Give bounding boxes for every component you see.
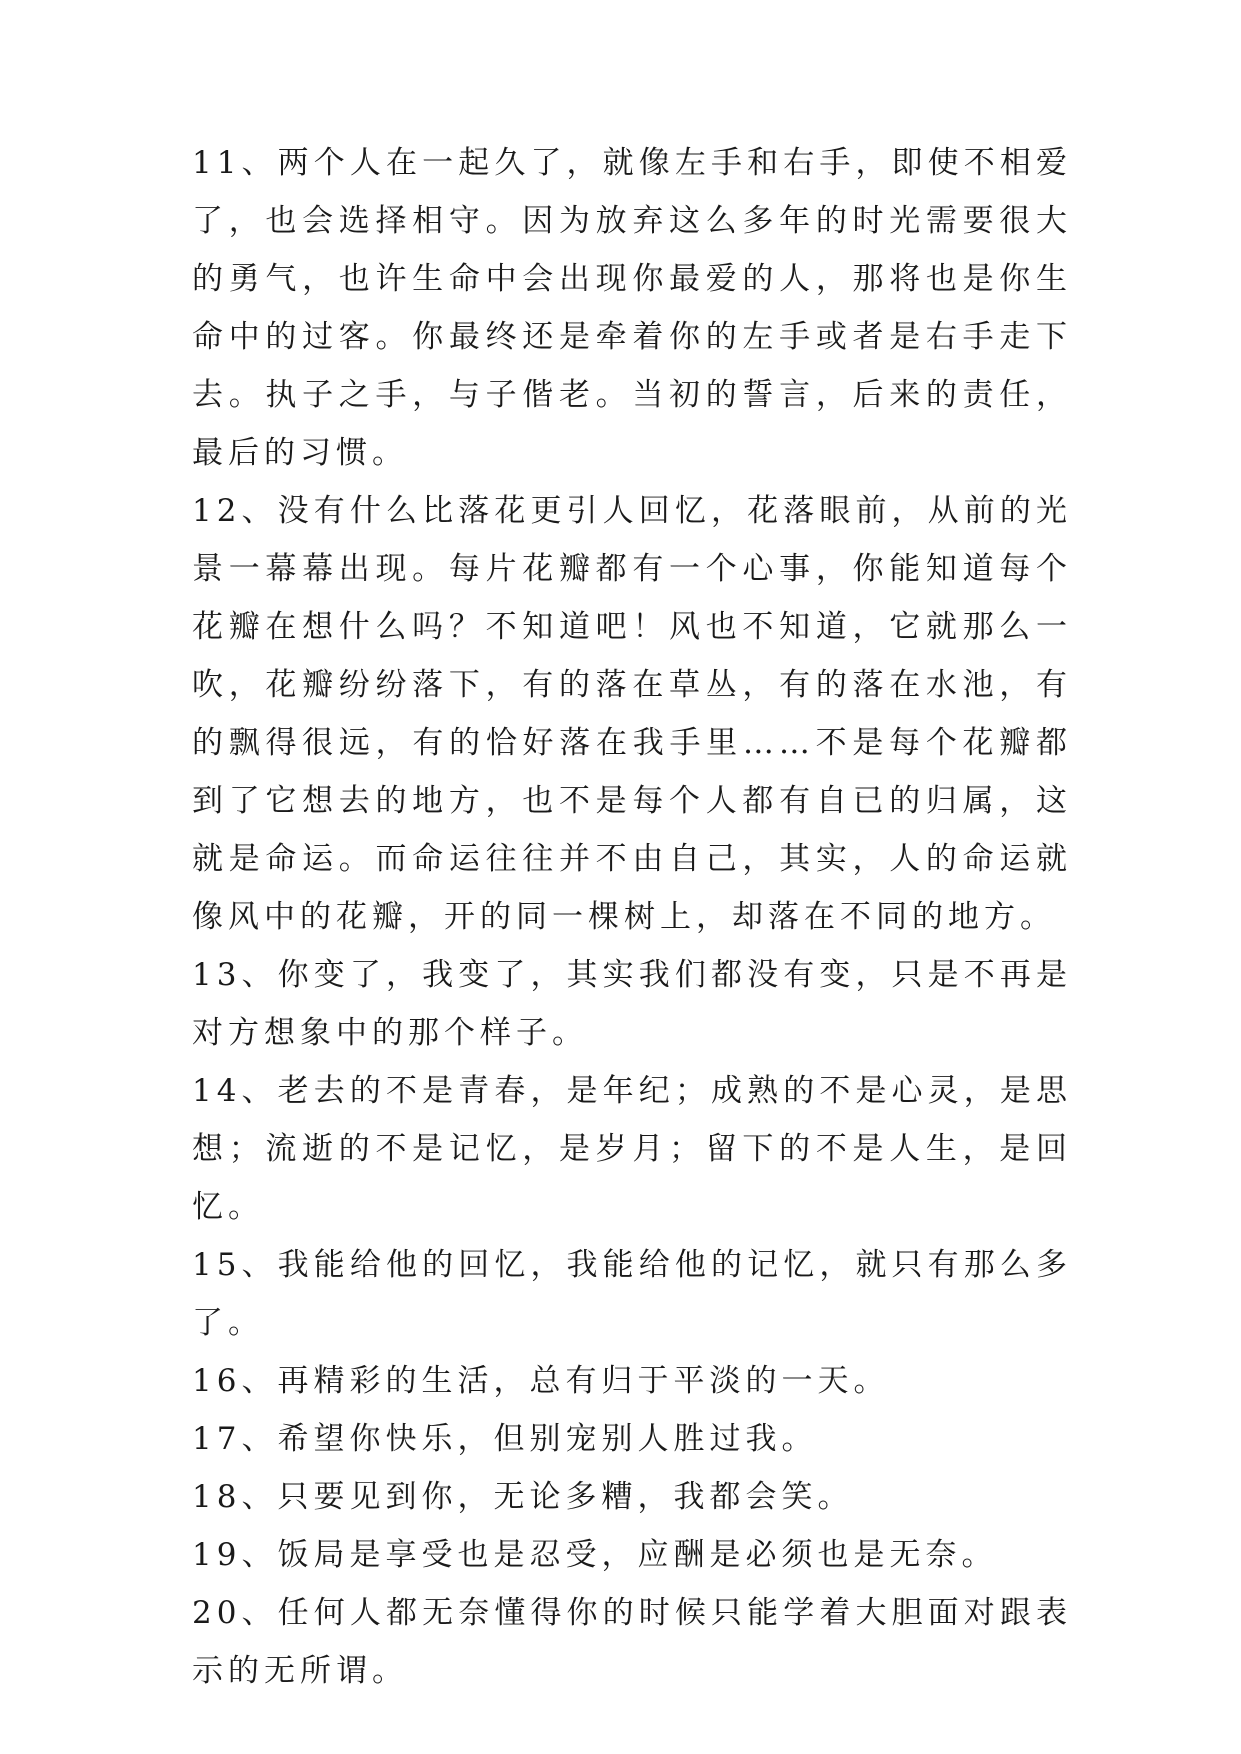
quote-paragraph-12: 12、没有什么比落花更引人回忆，花落眼前，从前的光景一幕幕出现。每片花瓣都有一个心事，你能知道每个花瓣在想什么吗？不知道吧！风也不知道，它就那么一吹，花瓣纷纷落下，有的落在草丛，有的落在水池，有的飘得很远，有的恰好落在我手里……不是每个花瓣都到了它想去的地方，也不是每个人都有自已的归属，这就是命运。而命运往往并不由自己，其实，人的命运就像风中的花瓣，开的同一棵树上，却落在不同的地方。 xyxy=(192,493,1072,935)
quote-paragraph-15: 15、我能给他的回忆，我能给他的记忆，就只有那么多了。 xyxy=(192,1247,1072,1341)
quote-paragraph-17: 17、希望你快乐，但别宠别人胜过我。 xyxy=(192,1421,818,1457)
quote-paragraph-18: 18、只要见到你，无论多糟，我都会笑。 xyxy=(192,1479,854,1515)
quote-paragraph-20: 20、任何人都无奈懂得你的时候只能学着大胆面对跟表示的无所谓。 xyxy=(192,1595,1072,1689)
quote-paragraph-19: 19、饭局是享受也是忍受，应酬是必须也是无奈。 xyxy=(192,1537,998,1573)
quote-paragraph-13: 13、你变了，我变了，其实我们都没有变，只是不再是对方想象中的那个样子。 xyxy=(192,957,1072,1051)
quote-paragraph-16: 16、再精彩的生活，总有归于平淡的一天。 xyxy=(192,1363,890,1399)
quote-paragraph-14: 14、老去的不是青春，是年纪；成熟的不是心灵，是思想；流逝的不是记忆，是岁月；留下的不是人生，是回忆。 xyxy=(192,1073,1072,1225)
quote-paragraph-11: 11、两个人在一起久了，就像左手和右手，即使不相爱了，也会选择相守。因为放弃这么多年的时光需要很大的勇气，也许生命中会出现你最爱的人，那将也是你生命中的过客。你最终还是牵着你的左手或者是右手走下去。执子之手，与子偕老。当初的誓言，后来的责任，最后的习惯。 xyxy=(192,145,1072,471)
document-body xyxy=(192,134,1072,1700)
